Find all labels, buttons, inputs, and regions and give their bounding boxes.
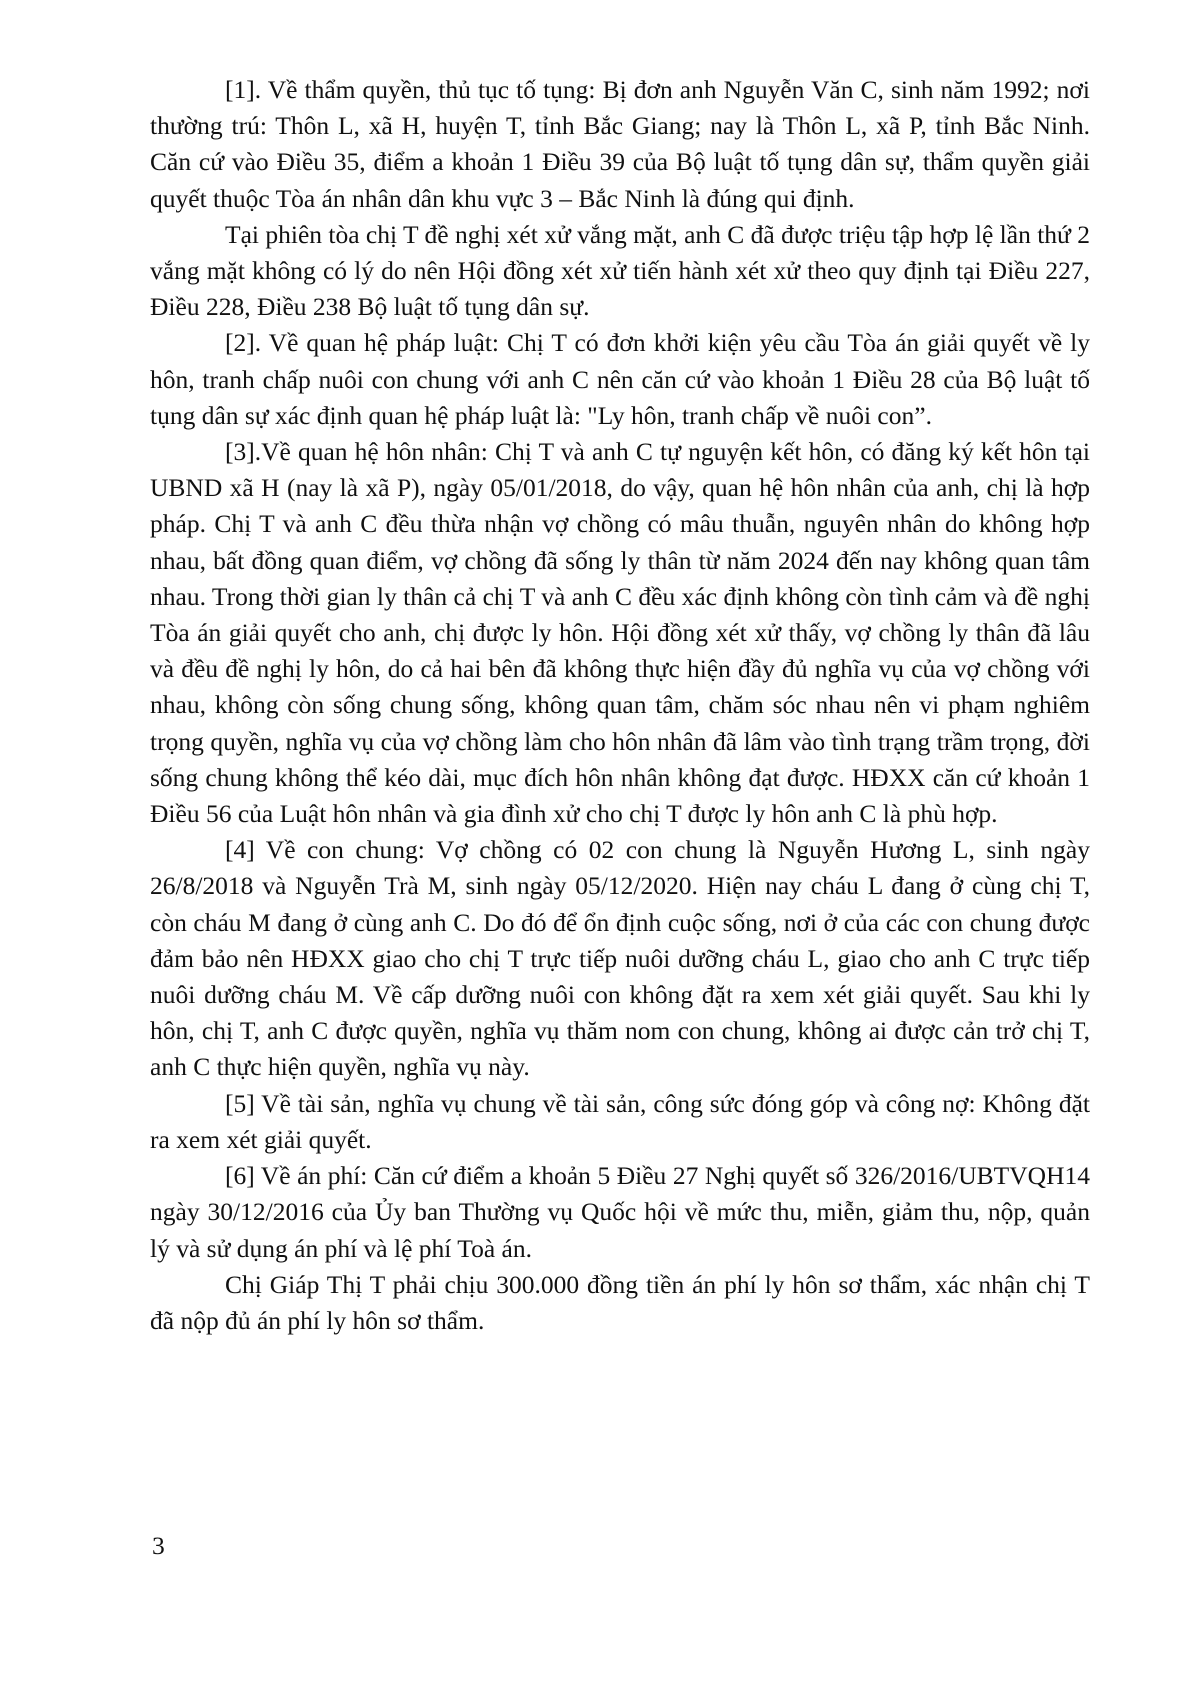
paragraph-absence: Tại phiên tòa chị T đề nghị xét xử vắng mặt, anh C đã được triệu tập hợp lệ lần thứ 2 vắng mặt không có lý do nên Hội đồng xét xử tiến hành xét xử theo quy định tại Điều 227, Điều 228, Điều 238 Bộ luật tố tụng dân sự. (150, 219, 1090, 322)
paragraph-legal-relationship: [2]. Về quan hệ pháp luật: Chị T có đơn khởi kiện yêu cầu Tòa án giải quyết về ly hôn, tranh chấp nuôi con chung với anh C nên căn cứ vào khoản 1 Điều 28 của Bộ luật tố tụng dân sự xác định quan hệ pháp luật là: "Ly hôn, tranh chấp về nuôi con”. (150, 328, 1090, 430)
paragraph-marriage: [3].Về quan hệ hôn nhân: Chị T và anh C tự nguyện kết hôn, có đăng ký kết hôn tại UBND xã H (nay là xã P), ngày 05/01/2018, do vậy, quan hệ hôn nhân của anh, chị là hợp pháp. Chị T và anh C đều thừa nhận vợ chồng có mâu thuẫn, nguyên nhân do không hợp nhau, bất đồng quan điểm, vợ chồng đã sống ly thân từ năm 2024 đến nay không quan tâm nhau. Trong thời gian ly thân cả chị T và anh C đều xác định không còn tình cảm và đề nghị Tòa án giải quyết cho anh, chị được ly hôn. Hội đồng xét xử thấy, vợ chồng ly thân đã lâu và đều đề nghị ly hôn, do cả hai bên đã không thực hiện đầy đủ nghĩa vụ của vợ chồng với nhau, không còn sống chung sống, không quan tâm, chăm sóc nhau nên vi phạm nghiêm trọng quyền, nghĩa vụ của vợ chồng làm cho hôn nhân đã lâm vào tình trạng trầm trọng, đời sống chung không thể kéo dài, mục đích hôn nhân không đạt được. HĐXX căn cứ khoản 1 Điều 56 của Luật hôn nhân và gia đình xử cho chị T được ly hôn anh C là phù hợp. (150, 437, 1090, 829)
page-number: 3 (152, 1531, 165, 1560)
paragraph-jurisdiction: [1]. Về thẩm quyền, thủ tục tố tụng: Bị đơn anh Nguyễn Văn C, sinh năm 1992; nơi thường trú: Thôn L, xã H, huyện T, tỉnh Bắc Giang; nay là Thôn L, xã P, tỉnh Bắc Ninh. Căn cứ vào Điều 35, điểm a khoản 1 Điều 39 của Bộ luật tố tụng dân sự, thẩm quyền giải quyết thuộc Tòa án nhân dân khu vực 3 – Bắc Ninh là đúng qui định. (150, 75, 1090, 213)
paragraph-property: [5] Về tài sản, nghĩa vụ chung về tài sản, công sức đóng góp và công nợ: Không đặt ra xem xét giải quyết. (150, 1088, 1090, 1154)
paragraph-court-fee-payment: Chị Giáp Thị T phải chịu 300.000 đồng tiền án phí ly hôn sơ thẩm, xác nhận chị T đã nộp đủ án phí ly hôn sơ thẩm. (150, 1269, 1090, 1335)
paragraph-children: [4] Về con chung: Vợ chồng có 02 con chung là Nguyễn Hương L, sinh ngày 26/8/2018 và Nguyễn Trà M, sinh ngày 05/12/2020. Hiện nay cháu L đang ở cùng chị T, còn cháu M đang ở cùng anh C. Do đó để ổn định cuộc sống, nơi ở của các con chung được đảm bảo nên HĐXX giao cho chị T trực tiếp nuôi dưỡng cháu L, giao cho anh C trực tiếp nuôi dưỡng cháu M. Về cấp dưỡng nuôi con không đặt ra xem xét giải quyết. Sau khi ly hôn, chị T, anh C được quyền, nghĩa vụ thăm nom con chung, không ai được cản trở chị T, anh C thực hiện quyền, nghĩa vụ này. (150, 835, 1090, 1082)
paragraph-court-fee-basis: [6] Về án phí: Căn cứ điểm a khoản 5 Điều 27 Nghị quyết số 326/2016/UBTVQH14 ngày 30/12/2016 của Ủy ban Thường vụ Quốc hội về mức thu, miễn, giảm thu, nộp, quản lý và sử dụng án phí và lệ phí Toà án. (150, 1161, 1090, 1263)
document-body (150, 72, 1090, 1339)
